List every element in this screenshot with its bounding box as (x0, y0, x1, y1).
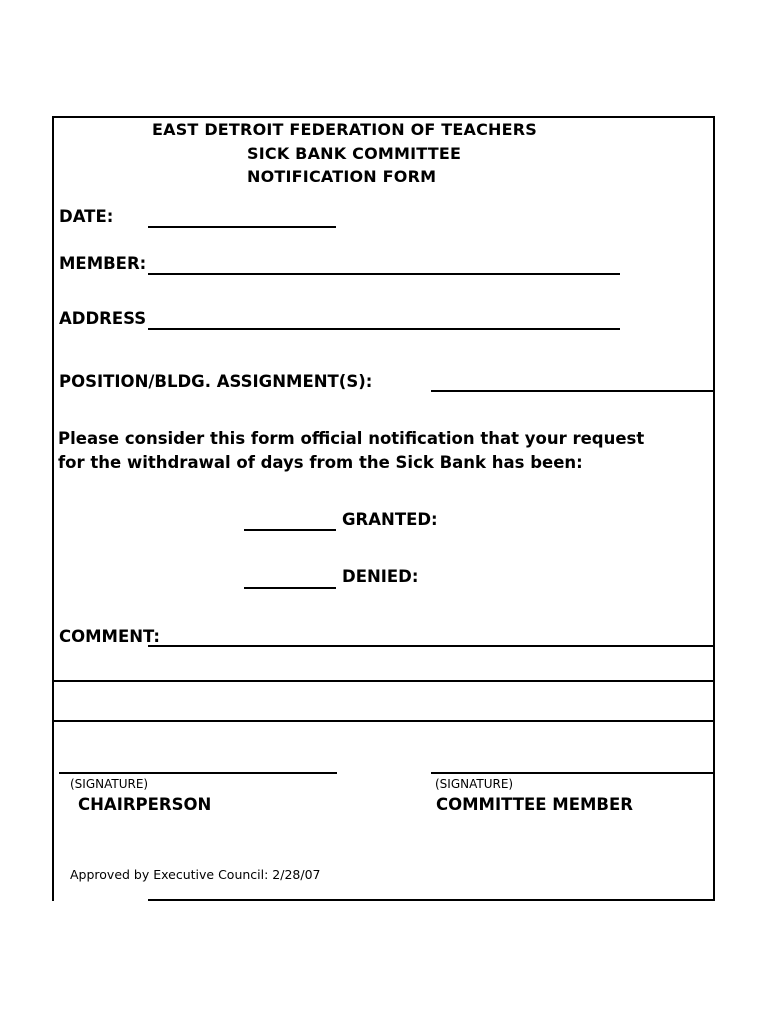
form-title: NOTIFICATION FORM (247, 167, 437, 186)
comment-line-1[interactable] (148, 645, 714, 647)
org-title: EAST DETROIT FEDERATION OF TEACHERS (152, 120, 537, 139)
granted-checkbox[interactable] (244, 529, 336, 531)
notice-line-2: for the withdrawal of days from the Sick Bank has been: (58, 453, 583, 472)
form-border-top (52, 116, 715, 118)
denied-checkbox[interactable] (244, 587, 336, 589)
address-field[interactable] (148, 328, 620, 330)
committee-title: SICK BANK COMMITTEE (247, 144, 462, 163)
notice-line-1: Please consider this form official notification that your request (58, 429, 645, 448)
comment-line-3[interactable] (52, 720, 715, 722)
granted-label: GRANTED: (342, 510, 438, 529)
date-field[interactable] (148, 226, 336, 228)
denied-label: DENIED: (342, 567, 419, 586)
committee-member-label: COMMITTEE MEMBER (436, 795, 633, 814)
chairperson-signature-line[interactable] (59, 772, 337, 774)
form-border-bottom (148, 899, 715, 901)
committee-member-signature-caption: (SIGNATURE) (435, 777, 514, 791)
form-border-right (713, 116, 715, 901)
chairperson-label: CHAIRPERSON (78, 795, 212, 814)
member-field[interactable] (148, 273, 620, 275)
approval-note: Approved by Executive Council: 2/28/07 (70, 867, 321, 882)
comment-label: COMMENT: (59, 627, 161, 646)
committee-member-signature-line[interactable] (431, 772, 714, 774)
chairperson-signature-caption: (SIGNATURE) (70, 777, 149, 791)
member-label: MEMBER: (59, 254, 147, 273)
position-field[interactable] (431, 390, 714, 392)
date-label: DATE: (59, 207, 114, 226)
form-border-left (52, 116, 54, 901)
comment-line-2[interactable] (52, 680, 715, 682)
position-label: POSITION/BLDG. ASSIGNMENT(S): (59, 372, 373, 391)
address-label: ADDRESS (59, 309, 147, 328)
